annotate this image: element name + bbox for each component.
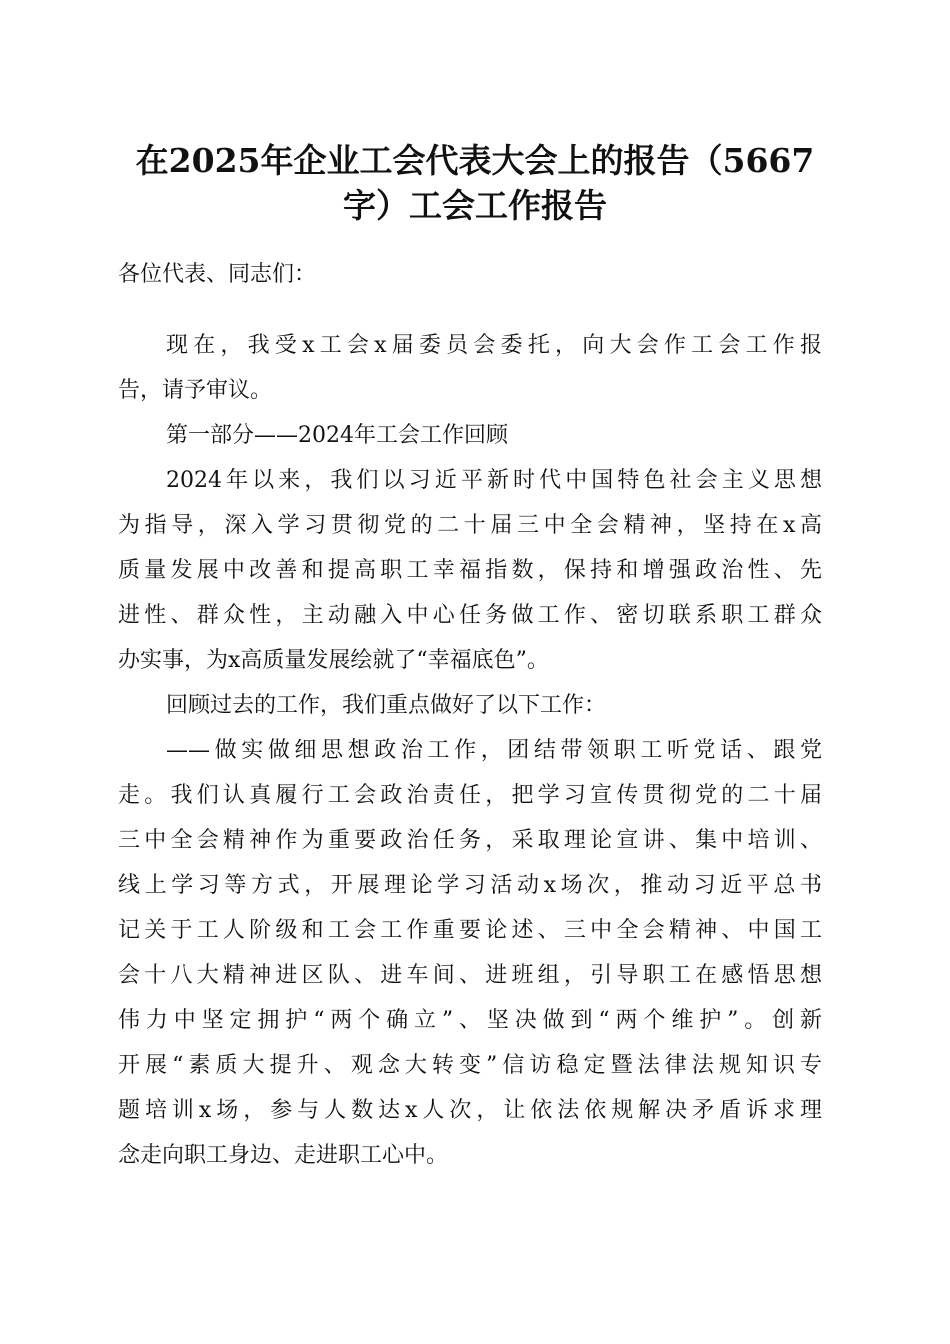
text-line: 题培训x场，参与人数达x人次，让依法依规解决矛盾诉求理	[118, 1098, 822, 1123]
text-line: ——做实做细思想政治工作，团结带领职工听党话、跟党	[166, 738, 822, 763]
text-line: 2024年以来，我们以习近平新时代中国特色社会主义思想	[166, 468, 822, 493]
text-line: 办实事，为x高质量发展绘就了“幸福底色”。	[118, 648, 549, 673]
paragraph	[118, 683, 822, 728]
text-line: 质量发展中改善和提高职工幸福指数，保持和增强政治性、先	[118, 558, 822, 583]
document-body	[118, 252, 822, 1178]
text-line: 第一部分——2024年工会工作回顾	[166, 423, 508, 448]
text-line: 会十八大精神进区队、进车间、进班组，引导职工在感悟思想	[118, 963, 822, 988]
paragraphs	[118, 323, 822, 1178]
document-title	[110, 138, 840, 228]
text-line: 记关于工人阶级和工会工作重要论述、三中全会精神、中国工	[118, 918, 822, 943]
text-line: 回顾过去的工作，我们重点做好了以下工作：	[166, 693, 607, 718]
text-line: 走。我们认真履行工会政治责任，把学习宣传贯彻党的二十届	[118, 783, 822, 808]
text-line: 线上学习等方式，开展理论学习活动x场次，推动习近平总书	[118, 873, 822, 898]
section-heading	[118, 413, 822, 458]
text-line: 伟力中坚定拥护“两个确立”、坚决做到“两个维护”。创新	[118, 1008, 822, 1033]
title-line: 在2025年企业工会代表大会上的报告（5667	[135, 141, 815, 180]
paragraph	[118, 458, 822, 683]
text-line: 现在，我受x工会x届委员会委托，向大会作工会工作报	[166, 333, 822, 358]
text-line: 念走向职工身边、走进职工心中。	[118, 1143, 449, 1168]
text-line: 进性、群众性，主动融入中心任务做工作、密切联系职工群众	[118, 603, 822, 628]
greeting: 各位代表、同志们：	[118, 262, 317, 287]
paragraph	[118, 323, 822, 413]
paragraph	[118, 728, 822, 1178]
text-line: 开展“素质大提升、观念大转变”信访稳定暨法律法规知识专	[118, 1053, 822, 1078]
text-line: 为指导，深入学习贯彻党的二十届三中全会精神，坚持在x高	[118, 513, 822, 538]
text-line: 告，请予审议。	[118, 378, 273, 403]
title-line: 字）工会工作报告	[343, 186, 607, 225]
text-line: 三中全会精神作为重要政治任务，采取理论宣讲、集中培训、	[118, 828, 822, 853]
